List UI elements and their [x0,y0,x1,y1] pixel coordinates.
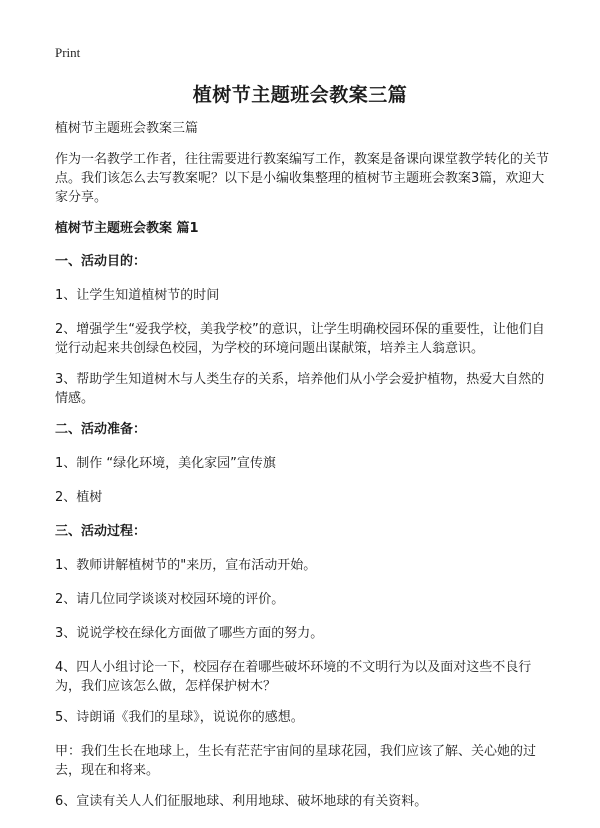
goal-item: 2、增强学生“爱我学校，美我学校”的意识，让学生明确校园环保的重要性，让他们自觉行动起来共创绿色校园，为学校的环境问题出谋献策，培养主人翁意识。 [55,322,545,356]
intro-paragraph: 作为一名教学工作者，往往需要进行教案编写工作，教案是备课向课堂教学转化的关节点。我们该怎么去写教案呢？以下是小编收集整理的植树节主题班会教案3篇，欢迎大家分享。 [55,152,550,205]
process-item: 1、教师讲解植树节的"来历，宣布活动开始。 [55,558,317,573]
section-heading: 植树节主题班会教案 篇1 [55,221,199,236]
process-item: 甲：我们生长在地球上，生长有茫茫宇宙间的星球花园，我们应该了解、关心她的过去，现在和将来。 [55,744,537,778]
subtitle-text: 植树节主题班会教案三篇 [55,121,199,136]
goals-title: 一、活动目的： [55,254,147,269]
process-title: 三、活动过程： [55,524,147,539]
goal-item: 3、帮助学生知道树木与人类生存的关系，培养他们从小学会爱护植物，热爱大自然的情感。 [55,372,545,406]
prep-item: 1、制作 “绿化环境，美化家园”宣传旗 [55,456,276,471]
print-link[interactable]: Print [55,45,81,60]
process-item: 5、诗朗诵《我们的星球》，说说你的感想。 [55,710,304,725]
process-item: 6、宣读有关人人们征服地球、利用地球、破坏地球的有关资料。 [55,794,428,809]
process-item: 3、说说学校在绿化方面做了哪些方面的努力。 [55,626,324,641]
prep-item: 2、植树 [55,490,103,505]
document-body [55,119,553,826]
goal-item: 1、让学生知道植树节的时间 [55,288,220,303]
process-item: 2、请几位同学谈谈对校园环境的评价。 [55,592,285,607]
prep-title: 二、活动准备： [55,422,147,437]
page-title: 植树节主题班会教案三篇 [192,84,408,106]
process-item: 4、四人小组讨论一下，校园存在着哪些破坏环境的不文明行为以及面对这些不良行为，我们应该怎么做，怎样保护树木？ [55,660,532,694]
